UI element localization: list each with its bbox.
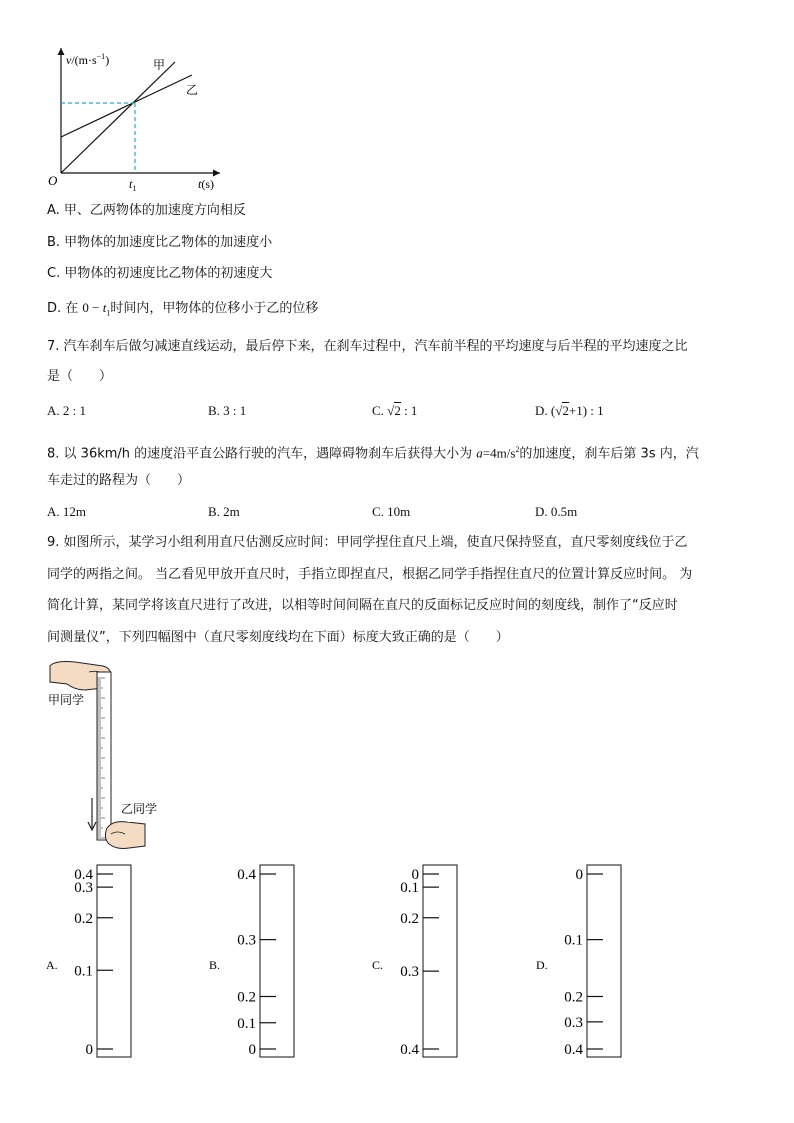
- ruler-option-d[interactable]: [532, 862, 662, 1067]
- sqrt-symbol: √: [387, 403, 395, 418]
- xlabel-t: t: [198, 177, 202, 191]
- ruler-tick-label: 0: [575, 867, 583, 883]
- q6-option-d[interactable]: D. 在 $0 - t_1$时间内，甲物体的位移小于乙的位移: [47, 300, 319, 318]
- t1-t: t: [129, 177, 133, 191]
- q6-option-c[interactable]: C. 甲物体的初速度比乙物体的初速度大: [47, 266, 273, 281]
- ruler-option-b[interactable]: [205, 862, 335, 1067]
- ruler-tick-label: 0.2: [400, 910, 419, 927]
- label-jia-student: 甲同学: [48, 693, 85, 707]
- ruler-tick-label: 0.1: [237, 1015, 256, 1032]
- ruler-tick-label: 0.2: [74, 910, 93, 927]
- ruler-tick-label: 0.4: [564, 1042, 583, 1058]
- vt-graph: [40, 40, 240, 195]
- ruler-tick-label: 0: [85, 1042, 93, 1058]
- ruler-tick-label: 0.3: [74, 880, 93, 897]
- ruler-tick-label: 0: [411, 867, 419, 883]
- svg-text:v/(m·s−1): [66, 52, 109, 67]
- label-jia: 甲: [153, 58, 166, 72]
- q9-stem-line2: 同学的两指之间。 当乙看见甲放开直尺时，手指立即捏直尺，根据乙同学手指捏住直尺的位置计算反应时间。 为: [47, 567, 693, 582]
- ruler-option-a[interactable]: [42, 862, 172, 1067]
- q9-stem-line4: 间测量仪”，下列四幅图中（直尺零刻度线均在下面）标度大致正确的是（ ）: [47, 630, 509, 645]
- q8-option-a[interactable]: A. 12m: [47, 504, 86, 519]
- ruler-illustration: [45, 658, 185, 853]
- origin-label: O: [48, 173, 58, 188]
- xlabel-unit: (s): [201, 177, 215, 191]
- ruler-tick-label: 0.1: [400, 880, 419, 897]
- ruler-frame: [587, 865, 621, 1057]
- q7-stem-line2: 是（ ）: [47, 369, 113, 384]
- q6-option-a[interactable]: A. 甲、乙两物体的加速度方向相反: [47, 203, 246, 218]
- q8-stem-line1: 8. 以 36km/h 的速度沿平直公路行驶的汽车，遇障碍物刹车后获得大小为 $a=4m/s^2$的加速度，刹车后第 3s 内，汽: [47, 445, 699, 462]
- q8-stem-line2: 车走过的路程为（ ）: [47, 473, 191, 488]
- q9-stem-line1: 9. 如图所示，某学习小组利用直尺估测反应时间：甲同学捏住直尺上端，使直尺保持竖直，直尺零刻度线位于乙: [47, 535, 688, 550]
- ruler-tick-label: 0.3: [564, 1014, 583, 1031]
- ruler-tick-label: 0.1: [564, 932, 583, 949]
- line-yi: [61, 75, 192, 137]
- q8-option-b[interactable]: B. 2m: [208, 504, 240, 519]
- q7-option-c[interactable]: C. √2 : 1: [372, 403, 418, 418]
- q8-option-c[interactable]: C. 10m: [372, 504, 411, 519]
- ruler-option-label: A.: [46, 958, 58, 972]
- q7-option-a[interactable]: A. 2 : 1: [47, 403, 86, 418]
- q7-stem-line1: 7. 汽车刹车后做匀减速直线运动，最后停下来，在刹车过程中，汽车前半程的平均速度与后半程的平均速度之比: [47, 339, 688, 354]
- ylabel-v: v: [66, 53, 72, 67]
- ruler-tick-label: 0.1: [74, 963, 93, 980]
- label-yi: 乙: [186, 83, 199, 97]
- q7-option-b[interactable]: B. 3 : 1: [208, 403, 247, 418]
- ruler-option-label: B.: [209, 958, 221, 972]
- q7-option-d[interactable]: D. (√2+1) : 1: [535, 403, 604, 418]
- label-yi-student: 乙同学: [121, 802, 158, 816]
- ylabel-unit: /(m·s: [71, 53, 97, 67]
- hand-bottom-icon: [105, 822, 145, 849]
- ruler-tick-label: 0.4: [400, 1042, 419, 1058]
- ruler-option-c[interactable]: [368, 862, 498, 1067]
- ruler-tick-label: 0.2: [237, 989, 256, 1006]
- ruler-tick-label: 0.3: [400, 964, 419, 981]
- ruler-tick-label: 0.2: [564, 989, 583, 1006]
- sqrt-symbol: √: [555, 403, 563, 418]
- ruler-tick-label: 0.4: [237, 867, 256, 883]
- ylabel-exp: −1: [96, 52, 106, 61]
- ylabel-close: ): [105, 53, 110, 67]
- svg-text:t(s): [198, 177, 214, 191]
- ruler-option-label: D.: [536, 958, 548, 972]
- line-jia: [61, 62, 175, 173]
- q9-stem-line3: 简化计算，某同学将该直尺进行了改进，以相等时间间隔在直尺的反面标记反应时间的刻度线，制作了“反应时: [47, 598, 678, 613]
- t1-sub: 1: [132, 184, 137, 193]
- svg-text:t1: [129, 177, 136, 193]
- ruler-frame: [97, 865, 131, 1057]
- ruler-option-label: C.: [372, 958, 384, 972]
- q6-option-b[interactable]: B. 甲物体的加速度比乙物体的加速度小: [47, 235, 273, 250]
- ruler-frame: [260, 865, 294, 1057]
- ruler-tick-label: 0.3: [237, 932, 256, 949]
- ruler-frame: [423, 865, 457, 1057]
- ruler-tick-label: 0.4: [74, 867, 93, 883]
- q8-option-d[interactable]: D. 0.5m: [535, 504, 578, 519]
- ruler-tick-label: 0: [248, 1042, 256, 1058]
